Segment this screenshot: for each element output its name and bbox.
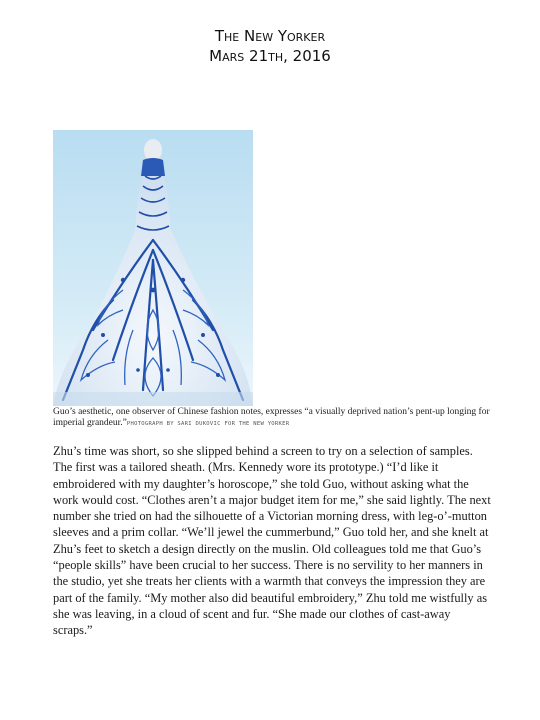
gown-photo	[53, 130, 253, 406]
article-paragraph: Zhu’s time was short, so she slipped behind a screen to try on a selection of samples. The first was a tailored sheath. (Mrs. Kennedy wore its prototype.) “I’d like it embroidered with my daughter’s horoscope,” she told Guo, without asking what the work would cost. “Clothes aren’t a major budget item for me,” she said lightly. The next number she tried on had the silhouette of a Victorian morning dress, with leg-o’-mutton sleeves and a prim collar. “We’ll jewel the cummerbund,” Guo told her, and she knelt at Zhu’s feet to sketch a design directly on the muslin. Old colleagues told me that Guo’s “people skills” have been crucial to her success. There is no servility to her manners in the studio, yet she treats her clients with a warmth that conveys the impression they are part of the family. “My mother also did beautiful embroidery,” Zhu told me wistfully as she was leaving, in a cloud of scent and fur. “She made our clothes of cast-away scraps.”	[53, 444, 491, 638]
publication-title: The New Yorker	[214, 27, 326, 45]
gown-illustration-icon	[53, 130, 253, 406]
issue-date: Mars 21th, 2016	[209, 47, 331, 65]
photo-credit: PHOTOGRAPH BY SARI DUKOVIC FOR THE NEW YORKER	[126, 421, 290, 427]
photo-caption	[53, 407, 493, 430]
page-header	[0, 26, 540, 66]
caption-text: Guo’s aesthetic, one observer of Chinese fashion notes, expresses “a visually deprived nation’s pent-up longing for imperial grandeur.”	[53, 407, 490, 428]
